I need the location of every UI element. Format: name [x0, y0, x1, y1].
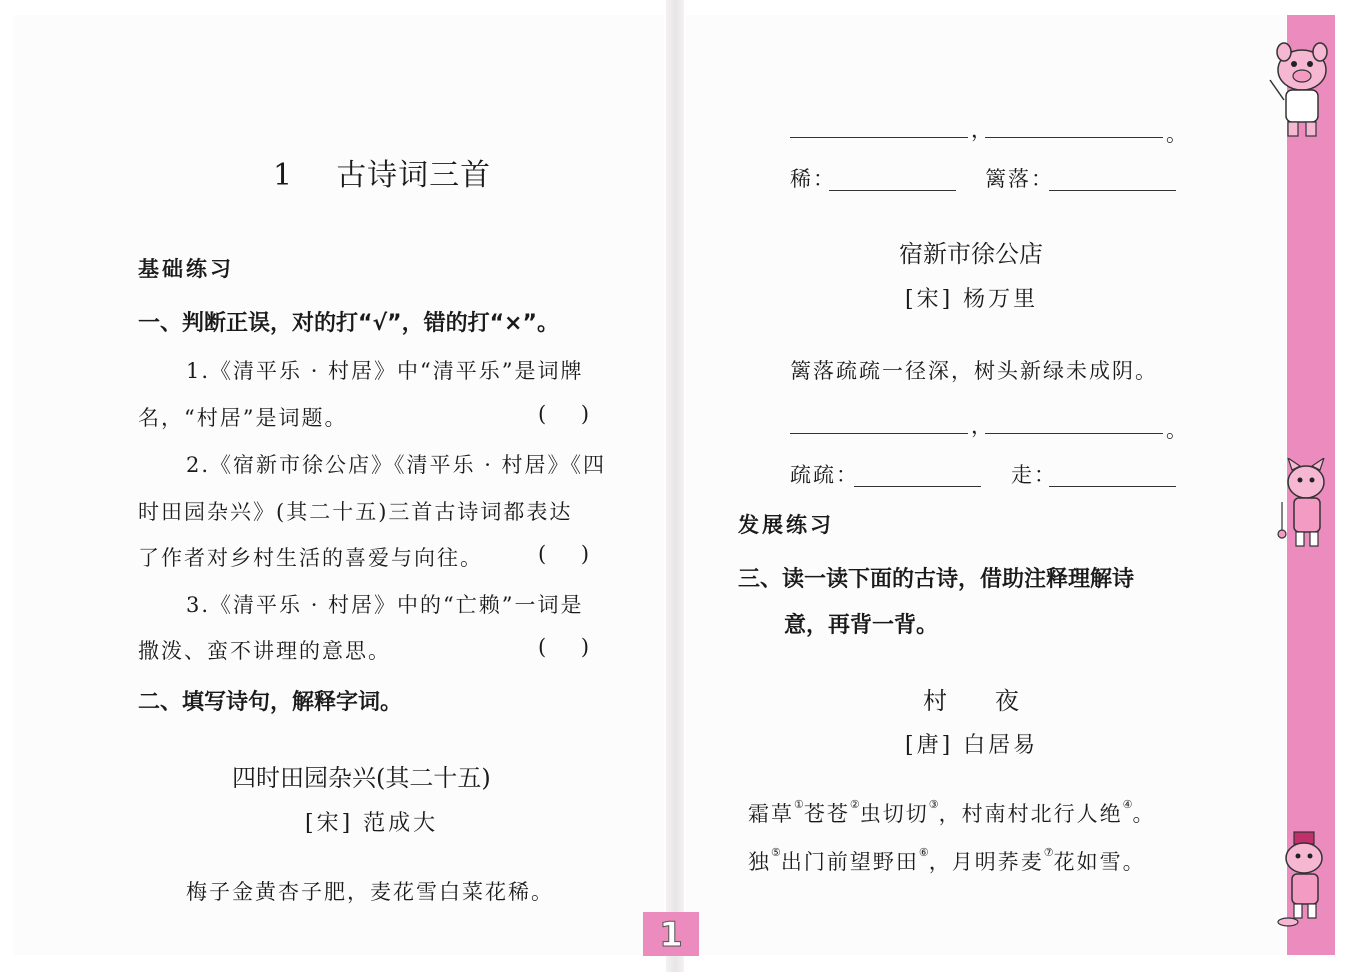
fill-blank-zou[interactable] — [1049, 486, 1176, 487]
poem2-line: 篱落疏疏一径深，树头新绿未成阴。 — [790, 359, 1158, 383]
blank-comma-1: ， — [971, 118, 994, 142]
pig-mascot-icon — [1262, 40, 1338, 140]
footnote-6: ⑥ — [918, 846, 929, 859]
q1-item2-line2: 时田园杂兴》(其二十五)三首古诗词都表达 — [138, 500, 573, 524]
fill-blank-2a[interactable] — [790, 433, 968, 434]
lesson-number: 1 — [273, 158, 294, 193]
section-development-practice: 发展练习 — [738, 513, 834, 537]
fill-blank-xi[interactable] — [829, 190, 956, 191]
fill-blank-1a[interactable] — [790, 137, 968, 138]
poem3-line1: 霜草①苍苍②虫切切③，村南村北行人绝④。 — [748, 798, 1156, 826]
question-1-heading: 一、判断正误，对的打“√”，错的打“×”。 — [138, 311, 559, 336]
fill-blank-liluo[interactable] — [1049, 190, 1176, 191]
footnote-3: ③ — [928, 798, 939, 811]
blank-period-1: 。 — [1166, 122, 1189, 146]
lesson-heading — [273, 150, 491, 194]
section-basic-practice: 基础练习 — [138, 257, 234, 281]
q1-item3-line2: 撒泼、蛮不讲理的意思。 — [138, 639, 391, 663]
word-liluo-label: 篱落： — [985, 167, 1054, 191]
answer-paren-3[interactable]: ( ) — [538, 635, 604, 659]
q1-item1-line2: 名，“村居”是词题。 — [138, 406, 348, 430]
answer-paren-1[interactable]: ( ) — [538, 402, 604, 426]
fill-blank-2b[interactable] — [985, 433, 1163, 434]
poem1-author: [宋] 范成大 — [305, 811, 439, 836]
question-3-line2: 意，再背一背。 — [784, 613, 939, 638]
footnote-5: ⑤ — [771, 846, 781, 859]
footnote-1: ① — [794, 798, 804, 811]
poem1-title: 四时田园杂兴(其二十五) — [232, 764, 491, 792]
word-shushu-label: 疏疏： — [790, 463, 859, 487]
answer-paren-2[interactable]: ( ) — [538, 542, 604, 566]
poem2-title: 宿新市徐公店 — [899, 240, 1043, 268]
poem2-author: [宋] 杨万里 — [905, 287, 1039, 312]
blank-comma-2: ， — [971, 414, 994, 438]
poem3-title: 村 夜 — [923, 687, 1019, 715]
q1-item1-line1: 1.《清平乐 · 村居》中“清平乐”是词牌 — [186, 359, 584, 383]
q1-item3-line1: 3.《清平乐 · 村居》中的“亡赖”一词是 — [186, 593, 584, 617]
mouse-mascot-icon — [1268, 830, 1338, 930]
cat-mascot-icon — [1270, 458, 1338, 558]
fill-blank-shushu[interactable] — [854, 486, 981, 487]
lesson-title: 古诗词三首 — [336, 158, 492, 193]
question-3-line1: 三、读一读下面的古诗，借助注释理解诗 — [738, 567, 1135, 592]
word-zou-label: 走： — [1011, 463, 1057, 487]
q1-item2-line3: 了作者对乡村生活的喜爱与向往。 — [138, 546, 483, 570]
footnote-2: ② — [849, 798, 860, 811]
poem3-author: [唐] 白居易 — [905, 733, 1039, 758]
q1-item2-line1: 2.《宿新市徐公店》《清平乐 · 村居》《四 — [186, 453, 607, 477]
question-2-heading: 二、填写诗句，解释字词。 — [138, 690, 403, 715]
footnote-4: ④ — [1122, 798, 1133, 811]
book-gutter — [666, 0, 684, 972]
blank-period-2: 。 — [1166, 418, 1189, 442]
poem3-line2: 独⑤出门前望野田⑥，月明荞麦⑦花如雪。 — [748, 846, 1146, 874]
footnote-7: ⑦ — [1043, 846, 1054, 859]
poem1-line: 梅子金黄杏子肥，麦花雪白菜花稀。 — [186, 880, 554, 904]
page-number: 1 — [659, 915, 683, 955]
fill-blank-1b[interactable] — [985, 137, 1163, 138]
word-xi-label: 稀： — [790, 167, 836, 191]
